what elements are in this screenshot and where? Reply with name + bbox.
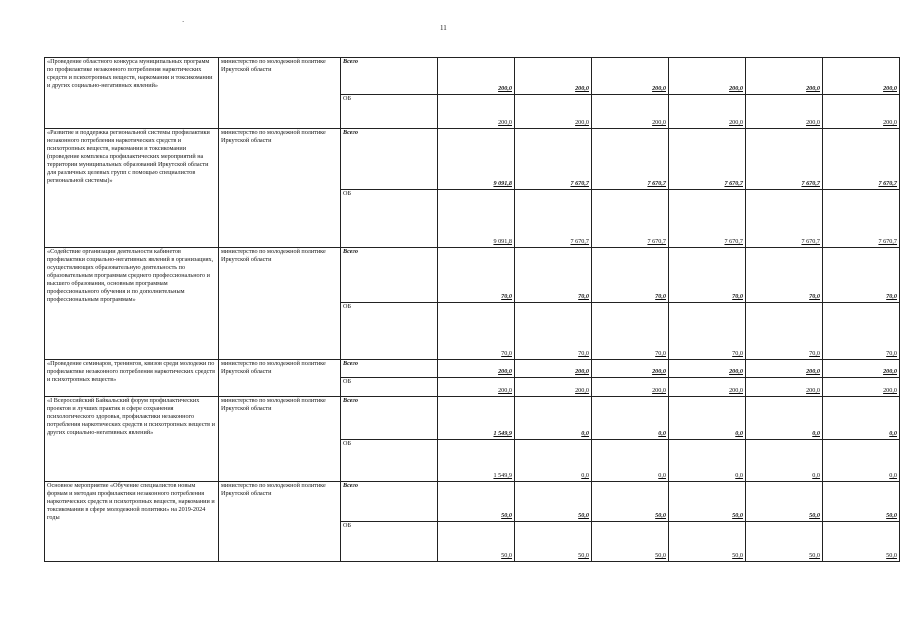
value-cell [438, 303, 515, 360]
regional-value: 70,0 [809, 350, 820, 358]
regional-value: 200,0 [652, 387, 666, 395]
budget-table [44, 57, 900, 562]
total-value: 0,0 [735, 430, 743, 438]
total-value: 70,0 [578, 293, 589, 301]
regional-value: 70,0 [578, 350, 589, 358]
regional-value: 7 670,7 [647, 238, 666, 246]
regional-value: 200,0 [729, 119, 743, 127]
total-value: 1 549,9 [493, 430, 512, 438]
event-name: «I Всероссийский Байкальский форум профилактических проектов и лучших практик в сфере сохранения психологического здоровья, профилактики незаконного потребления наркотических средств и психотропных веществ и других социально-негативных явлений» [45, 397, 219, 482]
executor: министерство по молодежной политике Иркутской области [219, 482, 341, 562]
value-cell [746, 522, 823, 562]
value-cell [438, 482, 515, 522]
funding-source-total: Всего [343, 360, 358, 367]
value-cell [515, 190, 592, 248]
regional-value: 50,0 [501, 552, 512, 560]
regional-value: 50,0 [655, 552, 666, 560]
value-cell [823, 95, 900, 129]
total-value: 200,0 [652, 85, 666, 93]
event-name: «Развитие и поддержка региональной системы профилактики незаконного потребления наркотических средств и психотропных веществ, наркомании и токсикомании (проведение комплекса профилактических мероприятий на территории муниципальных образований Иркутской области для различных целевых групп с помощью специалистов региональной системы)» [45, 129, 219, 248]
total-value: 7 670,7 [570, 180, 589, 188]
funding-source-total: Всего [343, 129, 358, 136]
regional-value: 200,0 [883, 387, 897, 395]
funding-source-total: Всего [343, 248, 358, 255]
value-cell [823, 378, 900, 397]
regional-value: 7 670,7 [570, 238, 589, 246]
funding-source-regional: ОБ [343, 378, 352, 385]
value-cell [592, 58, 669, 95]
funding-source-regional: ОБ [343, 95, 352, 102]
value-cell [515, 378, 592, 397]
value-cell [592, 397, 669, 440]
value-cell [515, 303, 592, 360]
regional-value: 70,0 [886, 350, 897, 358]
value-cell [823, 397, 900, 440]
total-value: 70,0 [809, 293, 820, 301]
total-value: 0,0 [581, 430, 589, 438]
value-cell [669, 248, 746, 303]
regional-value: 200,0 [575, 387, 589, 395]
funding-source-cell [341, 303, 438, 360]
total-value: 50,0 [655, 512, 666, 520]
regional-value: 7 670,7 [878, 238, 897, 246]
value-cell [669, 522, 746, 562]
regional-value: 200,0 [498, 119, 512, 127]
executor: министерство по молодежной политике Иркутской области [219, 248, 341, 360]
funding-source-cell [341, 129, 438, 190]
value-cell [823, 303, 900, 360]
value-cell [823, 440, 900, 482]
regional-value: 9 091,8 [493, 238, 512, 246]
funding-source-cell [341, 378, 438, 397]
value-cell [746, 440, 823, 482]
executor: министерство по молодежной политике Иркутской области [219, 58, 341, 129]
event-name: Основное мероприятие «Обучение специалистов новым формам и методам профилактики незаконного потребления наркотических средств и психотропных веществ, наркомании и токсикомании в сфере молодежной политики» на 2019-2024 годы [45, 482, 219, 562]
value-cell [438, 95, 515, 129]
regional-value: 200,0 [806, 119, 820, 127]
value-cell [438, 58, 515, 95]
total-value: 200,0 [575, 368, 589, 376]
funding-source-cell [341, 190, 438, 248]
value-cell [746, 360, 823, 378]
regional-value: 50,0 [809, 552, 820, 560]
value-cell [515, 397, 592, 440]
total-value: 200,0 [729, 368, 743, 376]
table-row [45, 360, 900, 378]
value-cell [669, 397, 746, 440]
total-value: 70,0 [732, 293, 743, 301]
funding-source-total: Всего [343, 482, 358, 489]
regional-value: 200,0 [652, 119, 666, 127]
funding-source-total: Всего [343, 397, 358, 404]
value-cell [823, 190, 900, 248]
total-value: 70,0 [886, 293, 897, 301]
value-cell [515, 95, 592, 129]
value-cell [438, 378, 515, 397]
value-cell [515, 248, 592, 303]
table-row [45, 129, 900, 190]
total-value: 50,0 [501, 512, 512, 520]
total-value: 200,0 [498, 85, 512, 93]
table-row [45, 58, 900, 95]
total-value: 50,0 [732, 512, 743, 520]
value-cell [592, 248, 669, 303]
value-cell [515, 129, 592, 190]
regional-value: 0,0 [812, 472, 820, 480]
page-mark: ` [182, 20, 185, 28]
regional-value: 200,0 [498, 387, 512, 395]
regional-value: 70,0 [732, 350, 743, 358]
total-value: 50,0 [809, 512, 820, 520]
funding-source-cell [341, 58, 438, 95]
value-cell [592, 95, 669, 129]
total-value: 200,0 [883, 368, 897, 376]
total-value: 9 091,8 [493, 180, 512, 188]
event-name: «Проведение областного конкурса муниципальных программ по профилактике незаконного потребления наркотических средств и психотропных веществ, наркомании и токсикомании и других социально-негативных явлений» [45, 58, 219, 129]
value-cell [592, 190, 669, 248]
total-value: 0,0 [658, 430, 666, 438]
value-cell [669, 129, 746, 190]
value-cell [669, 440, 746, 482]
value-cell [515, 360, 592, 378]
table-row [45, 482, 900, 522]
total-value: 7 670,7 [878, 180, 897, 188]
total-value: 200,0 [652, 368, 666, 376]
value-cell [669, 482, 746, 522]
regional-value: 200,0 [729, 387, 743, 395]
table-row [45, 397, 900, 440]
value-cell [438, 522, 515, 562]
value-cell [592, 129, 669, 190]
total-value: 200,0 [806, 85, 820, 93]
value-cell [515, 58, 592, 95]
value-cell [669, 95, 746, 129]
value-cell [438, 248, 515, 303]
value-cell [592, 522, 669, 562]
total-value: 200,0 [806, 368, 820, 376]
value-cell [746, 397, 823, 440]
value-cell [746, 95, 823, 129]
total-value: 7 670,7 [724, 180, 743, 188]
funding-source-cell [341, 397, 438, 440]
funding-source-total: Всего [343, 58, 358, 65]
value-cell [669, 190, 746, 248]
regional-value: 200,0 [575, 119, 589, 127]
value-cell [823, 129, 900, 190]
total-value: 50,0 [886, 512, 897, 520]
total-value: 200,0 [883, 85, 897, 93]
regional-value: 200,0 [806, 387, 820, 395]
value-cell [438, 360, 515, 378]
value-cell [592, 360, 669, 378]
value-cell [746, 129, 823, 190]
total-value: 200,0 [498, 368, 512, 376]
funding-source-cell [341, 440, 438, 482]
value-cell [438, 129, 515, 190]
event-name: «Содействие организации деятельности кабинетов профилактики социально-негативных явлений в организациях, осуществляющих образовательную деятельность по образовательным программам среднего профессионального и высшего образования, основным программам профессионального обучения и по дополнительным профессиональным программам» [45, 248, 219, 360]
regional-value: 50,0 [732, 552, 743, 560]
funding-source-cell [341, 248, 438, 303]
funding-source-regional: ОБ [343, 303, 352, 310]
value-cell [515, 522, 592, 562]
total-value: 200,0 [575, 85, 589, 93]
executor: министерство по молодежной политике Иркутской области [219, 360, 341, 397]
funding-source-regional: ОБ [343, 522, 352, 529]
value-cell [592, 303, 669, 360]
value-cell [746, 190, 823, 248]
regional-value: 1 549,9 [493, 472, 512, 480]
total-value: 50,0 [578, 512, 589, 520]
regional-value: 0,0 [581, 472, 589, 480]
event-name: «Проведение семинаров, тренингов, квизов среди молодежи по профилактике незаконного потребления наркотических средств и психотропных веществ» [45, 360, 219, 397]
value-cell [746, 378, 823, 397]
value-cell [515, 440, 592, 482]
executor: министерство по молодежной политике Иркутской области [219, 129, 341, 248]
value-cell [592, 482, 669, 522]
regional-value: 200,0 [883, 119, 897, 127]
total-value: 7 670,7 [647, 180, 666, 188]
value-cell [438, 440, 515, 482]
value-cell [669, 378, 746, 397]
value-cell [746, 303, 823, 360]
total-value: 70,0 [501, 293, 512, 301]
value-cell [823, 482, 900, 522]
executor: министерство по молодежной политике Иркутской области [219, 397, 341, 482]
total-value: 7 670,7 [801, 180, 820, 188]
regional-value: 50,0 [578, 552, 589, 560]
funding-source-cell [341, 95, 438, 129]
regional-value: 70,0 [501, 350, 512, 358]
funding-source-cell [341, 360, 438, 378]
total-value: 70,0 [655, 293, 666, 301]
total-value: 200,0 [729, 85, 743, 93]
funding-source-cell [341, 522, 438, 562]
total-value: 0,0 [812, 430, 820, 438]
regional-value: 7 670,7 [801, 238, 820, 246]
regional-value: 0,0 [658, 472, 666, 480]
table-row [45, 248, 900, 303]
value-cell [669, 360, 746, 378]
value-cell [592, 440, 669, 482]
value-cell [746, 482, 823, 522]
value-cell [669, 303, 746, 360]
value-cell [823, 248, 900, 303]
regional-value: 50,0 [886, 552, 897, 560]
funding-source-regional: ОБ [343, 440, 352, 447]
regional-value: 70,0 [655, 350, 666, 358]
value-cell [438, 190, 515, 248]
regional-value: 0,0 [735, 472, 743, 480]
value-cell [592, 378, 669, 397]
value-cell [823, 58, 900, 95]
value-cell [823, 522, 900, 562]
total-value: 0,0 [889, 430, 897, 438]
value-cell [823, 360, 900, 378]
funding-source-cell [341, 482, 438, 522]
value-cell [746, 248, 823, 303]
value-cell [746, 58, 823, 95]
page-number: 11 [440, 24, 447, 32]
value-cell [515, 482, 592, 522]
value-cell [669, 58, 746, 95]
regional-value: 0,0 [889, 472, 897, 480]
regional-value: 7 670,7 [724, 238, 743, 246]
funding-source-regional: ОБ [343, 190, 352, 197]
value-cell [438, 397, 515, 440]
